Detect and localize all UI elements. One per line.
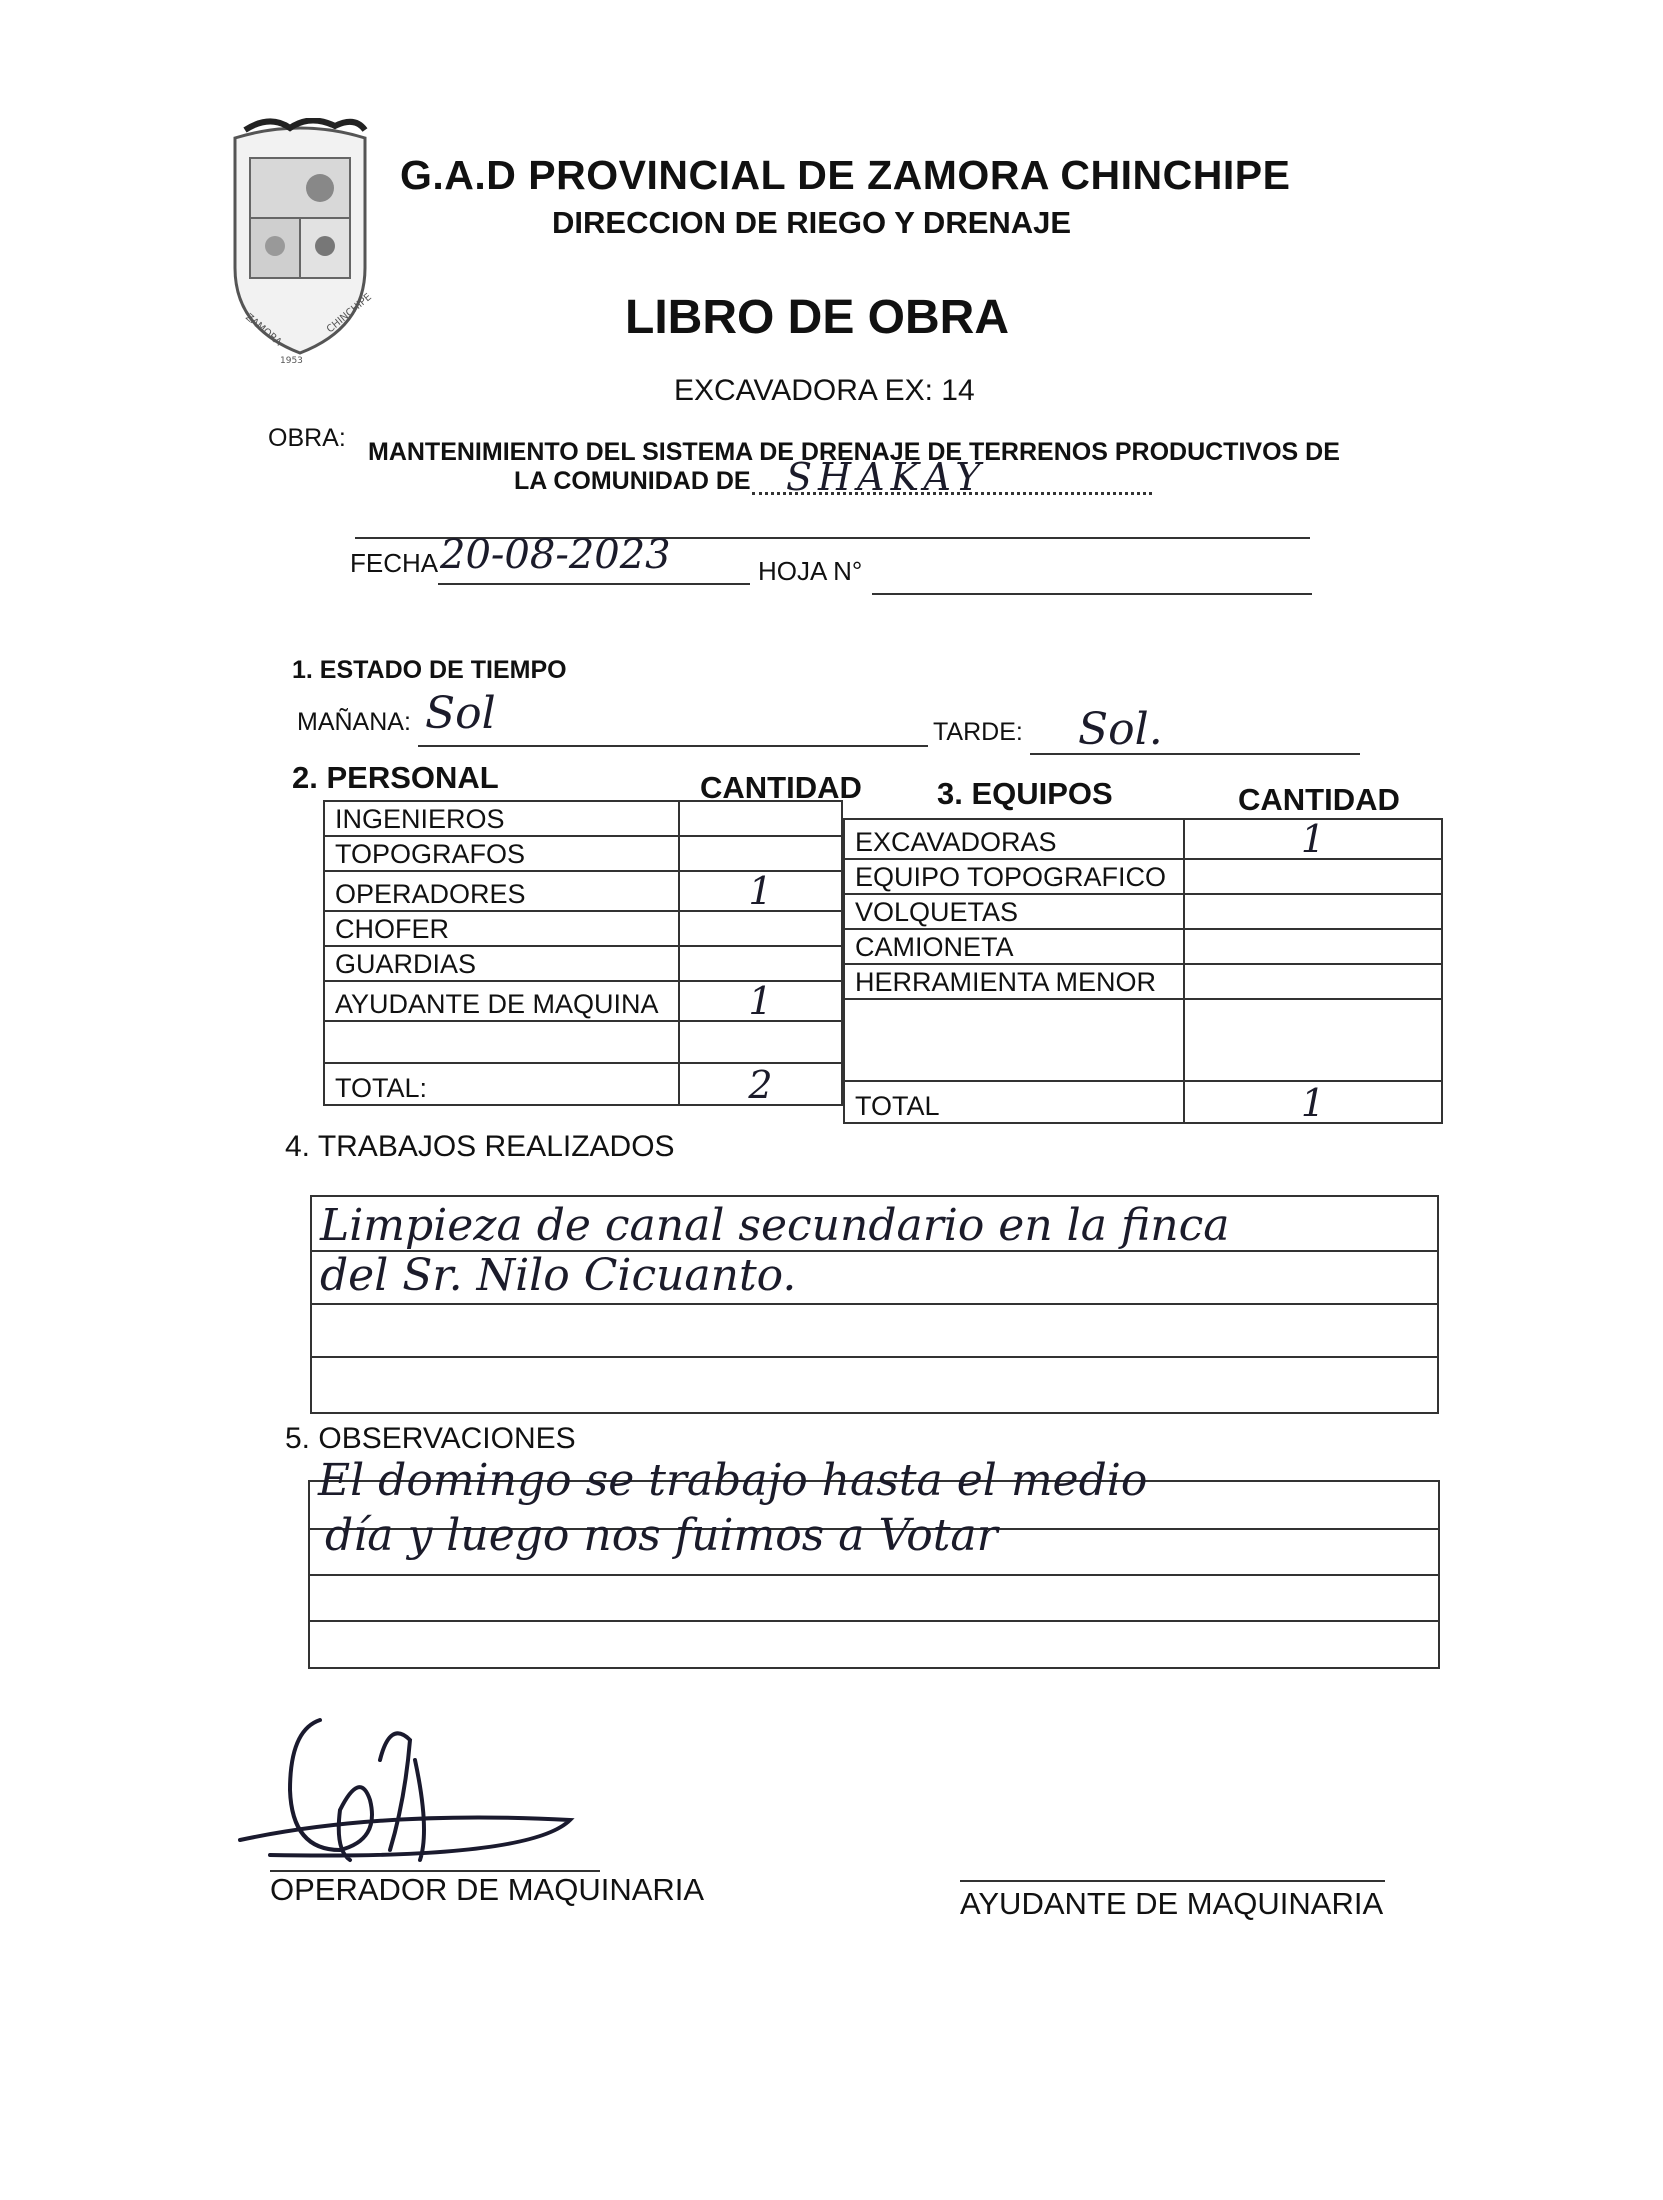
- personal-label: CHOFER: [324, 911, 679, 946]
- obra-label: OBRA:: [268, 424, 346, 452]
- table-row: [324, 871, 842, 911]
- tarde-value: Sol.: [1078, 704, 1163, 755]
- personal-qty: [679, 1021, 842, 1063]
- personal-qty: [679, 801, 842, 836]
- personal-qty: [679, 836, 842, 871]
- equipos-qty: [1184, 964, 1442, 999]
- manana-line: [418, 745, 928, 747]
- section3-title: 3. EQUIPOS: [937, 776, 1113, 811]
- equipos-label: CAMIONETA: [844, 929, 1184, 964]
- obra-community-prefix: LA COMUNIDAD DE: [514, 467, 751, 495]
- personal-qty: [679, 911, 842, 946]
- fecha-line: [438, 583, 750, 585]
- table-row: [844, 999, 1442, 1081]
- logo-text-chinchipe: CHINCHIPE: [324, 291, 374, 336]
- fecha-label: FECHA: [350, 548, 439, 578]
- table-row: [324, 946, 842, 981]
- equipos-label: [844, 999, 1184, 1081]
- equipos-label: VOLQUETAS: [844, 894, 1184, 929]
- table-row: [844, 894, 1442, 929]
- equipos-table: [843, 818, 1443, 1124]
- equipos-qty: [1184, 894, 1442, 929]
- personal-qty: [679, 946, 842, 981]
- section2-title: 2. PERSONAL: [292, 760, 499, 795]
- personal-total-label: TOTAL:: [324, 1063, 679, 1105]
- provincial-coat-of-arms-logo: [215, 118, 385, 368]
- tarde-label: TARDE:: [933, 718, 1023, 746]
- table-row: [844, 859, 1442, 894]
- obra-description-line1: MANTENIMIENTO DEL SISTEMA DE DRENAJE DE TERRENOS PRODUCTIVOS DE: [368, 438, 1340, 466]
- personal-total-value: 2: [679, 1063, 842, 1105]
- operator-signature-label: OPERADOR DE MAQUINARIA: [270, 1872, 705, 1907]
- personal-qty: 1: [679, 981, 842, 1021]
- personal-qty-header: CANTIDAD: [700, 770, 862, 805]
- tarde-line: [1030, 753, 1360, 755]
- equipos-qty: [1184, 859, 1442, 894]
- equipos-total-value: 1: [1184, 1081, 1442, 1123]
- observaciones-line2: día y luego nos fuimos a Votar: [325, 1510, 998, 1561]
- table-row: [324, 801, 842, 836]
- table-row: [844, 964, 1442, 999]
- community-name: SHAKAY: [786, 455, 987, 499]
- observaciones-lines-box: [308, 1480, 1440, 1669]
- equipos-total-label: TOTAL: [844, 1081, 1184, 1123]
- helper-signature-line: [960, 1880, 1385, 1882]
- fecha-value: 20-08-2023: [440, 532, 671, 578]
- equipos-qty-header: CANTIDAD: [1238, 782, 1400, 817]
- personal-label: INGENIEROS: [324, 801, 679, 836]
- table-row: [844, 929, 1442, 964]
- helper-signature-label: AYUDANTE DE MAQUINARIA: [960, 1886, 1384, 1921]
- hoja-line: [872, 593, 1312, 595]
- equipos-qty: [1184, 929, 1442, 964]
- table-row: [844, 819, 1442, 859]
- table-row: [324, 1021, 842, 1063]
- table-row-total: [844, 1081, 1442, 1123]
- observaciones-line1: El domingo se trabajo hasta el medio: [318, 1455, 1148, 1506]
- document-subtitle: EXCAVADORA EX: 14: [674, 374, 975, 407]
- trabajos-line1: Limpieza de canal secundario en la finca: [320, 1200, 1230, 1251]
- logo-text-zamora: ZAMORA: [243, 311, 284, 349]
- personal-table: [323, 800, 843, 1106]
- trabajos-line2: del Sr. Nilo Cicuanto.: [320, 1250, 797, 1301]
- table-row: [324, 981, 842, 1021]
- personal-label: OPERADORES: [324, 871, 679, 911]
- equipos-qty: 1: [1184, 819, 1442, 859]
- personal-label: GUARDIAS: [324, 946, 679, 981]
- equipos-label: HERRAMIENTA MENOR: [844, 964, 1184, 999]
- section4-title: 4. TRABAJOS REALIZADOS: [285, 1130, 675, 1163]
- table-row: [324, 911, 842, 946]
- table-row-total: [324, 1063, 842, 1105]
- personal-qty: 1: [679, 871, 842, 911]
- document-title: LIBRO DE OBRA: [625, 291, 1009, 344]
- personal-label: [324, 1021, 679, 1063]
- section5-title: 5. OBSERVACIONES: [285, 1422, 576, 1455]
- operator-signature: [230, 1700, 590, 1870]
- personal-label: AYUDANTE DE MAQUINA: [324, 981, 679, 1021]
- equipos-label: EQUIPO TOPOGRAFICO: [844, 859, 1184, 894]
- logo-year: 1953: [280, 356, 303, 366]
- hoja-label: HOJA N°: [758, 556, 863, 586]
- table-row: [324, 836, 842, 871]
- personal-label: TOPOGRAFOS: [324, 836, 679, 871]
- department-name: DIRECCION DE RIEGO Y DRENAJE: [552, 205, 1072, 240]
- manana-value: Sol: [425, 688, 496, 739]
- equipos-qty: [1184, 999, 1442, 1081]
- equipos-label: EXCAVADORAS: [844, 819, 1184, 859]
- institution-name: G.A.D PROVINCIAL DE ZAMORA CHINCHIPE: [400, 152, 1291, 198]
- manana-label: MAÑANA:: [297, 708, 411, 736]
- section1-title: 1. ESTADO DE TIEMPO: [292, 656, 567, 684]
